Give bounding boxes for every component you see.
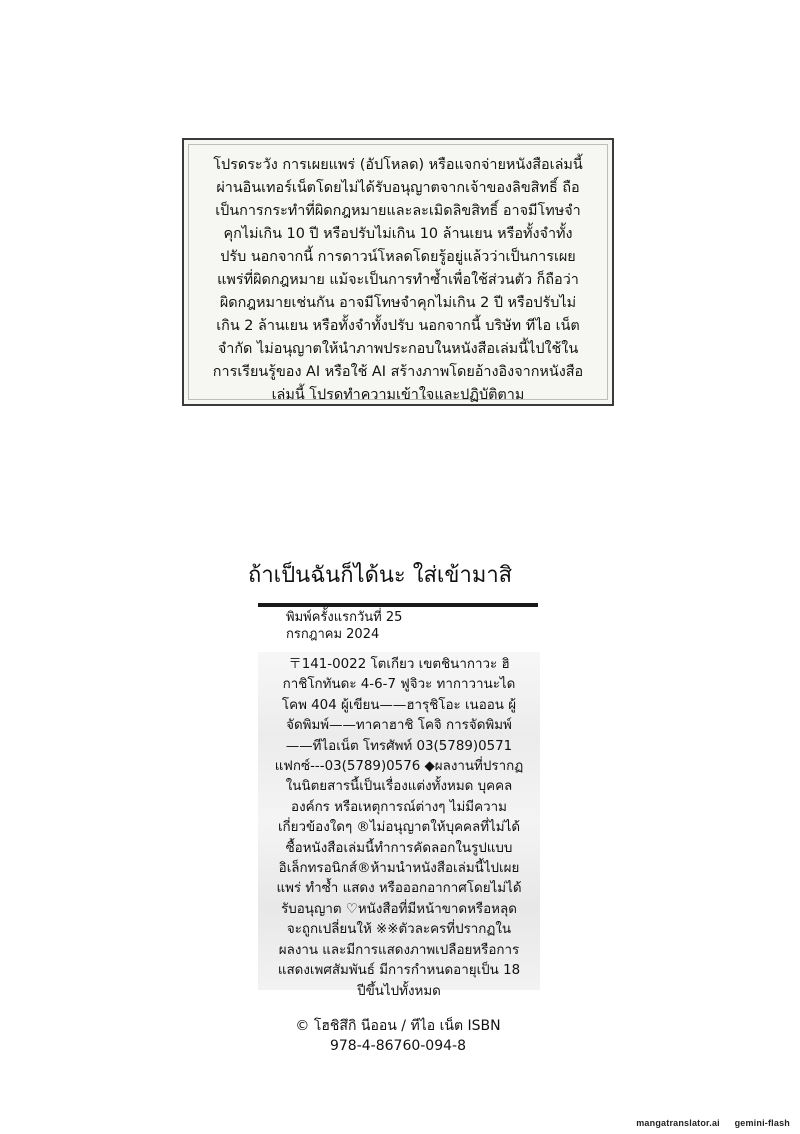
colophon-text: 〒141-0022 โตเกียว เขตชินากาวะ ฮิ กาชิโกทันดะ 4-6-7 ฟูจิวะ ทากาวานะได โคพ 404 ผู้เขียน——ฮารุชิโอะ เนออน ผู้ จัดพิมพ์——ทาคาฮาชิ โคจิ การจัดพิมพ์ ——ทีไอเน็ต โทรศัพท์ 03(5789)0571 แฟกซ์---03(5789)0576 ◆ผลงานที่ปรากฏ ในนิตยสารนี้เป็นเรื่องแต่งทั้งหมด บุคคล องค์กร หรือเหตุการณ์ต่างๆ ไม่มีความ เกี่ยวข้องใดๆ ®ไม่อนุญาตให้บุคคลที่ไม่ได้ ซื้อหนังสือเล่มนี้ทำการคัดลอกในรูปแบบ อิเล็กทรอนิกส์®ห้ามนำหนังสือเล่มนี้ไปเผย แพร่ ทำซ้ำ แสดง หรือออกอากาศโดยไม่ได้ รับอนุญาต ♡หนังสือที่มีหน้าขาดหรือหลุด จะถูกเปลี่ยนให้ ※※ตัวละครที่ปรากฏใน ผลงาน และมีการแสดงภาพเปลือยหรือการ แสดงเพศสัมพันธ์ มีการกำหนดอายุเป็น 18 ปีขึ้นไปทั้งหมด (274, 657, 524, 999)
first-print-date: พิมพ์ครั้งแรกวันที่ 25 กรกฎาคม 2024 (286, 610, 403, 642)
watermark-site: mangatranslator.ai (636, 1118, 720, 1128)
book-title: ถ้าเป็นฉันก็ได้นะ ใส่เข้ามาสิ (248, 563, 513, 588)
copyright-isbn: © โฮชิสึกิ นีออน / ทีไอ เน็ต ISBN 978-4-86760-094-8 (295, 1018, 501, 1054)
watermark (636, 1118, 790, 1128)
warning-notice-text: โปรดระวัง การเผยแพร่ (อัปโหลด) หรือแจกจ่ายหนังสือเล่มนี้ ผ่านอินเทอร์เน็ตโดยไม่ได้รับอนุญาตจากเจ้าของลิขสิทธิ์ ถือ เป็นการกระทำที่ผิดกฎหมายและละเมิดลิขสิทธิ์ อาจมีโทษจำ คุกไม่เกิน 10 ปี หรือปรับไม่เกิน 10 ล้านเยน หรือทั้งจำทั้ง ปรับ นอกจากนี้ การดาวน์โหลดโดยรู้อยู่แล้วว่าเป็นการเผย แพร่ที่ผิดกฎหมาย แม้จะเป็นการทำซ้ำเพื่อใช้ส่วนตัว ก็ถือว่า ผิดกฎหมายเช่นกัน อาจมีโทษจำคุกไม่เกิน 2 ปี หรือปรับไม่ เกิน 2 ล้านเยน หรือทั้งจำทั้งปรับ นอกจากนี้ บริษัท ทีไอ เน็ต จำกัด ไม่อนุญาตให้นำภาพประกอบในหนังสือเล่มนี้ไปใช้ใน การเรียนรู้ของ AI หรือใช้ AI สร้างภาพโดยอ้างอิงจากหนังสือ เล่มนี้ โปรดทำความเข้าใจและปฏิบัติตาม (212, 157, 584, 403)
colophon-panel (258, 652, 540, 999)
title-underline (258, 603, 538, 607)
warning-notice-box (182, 138, 614, 406)
watermark-model: gemini-flash (734, 1118, 790, 1128)
